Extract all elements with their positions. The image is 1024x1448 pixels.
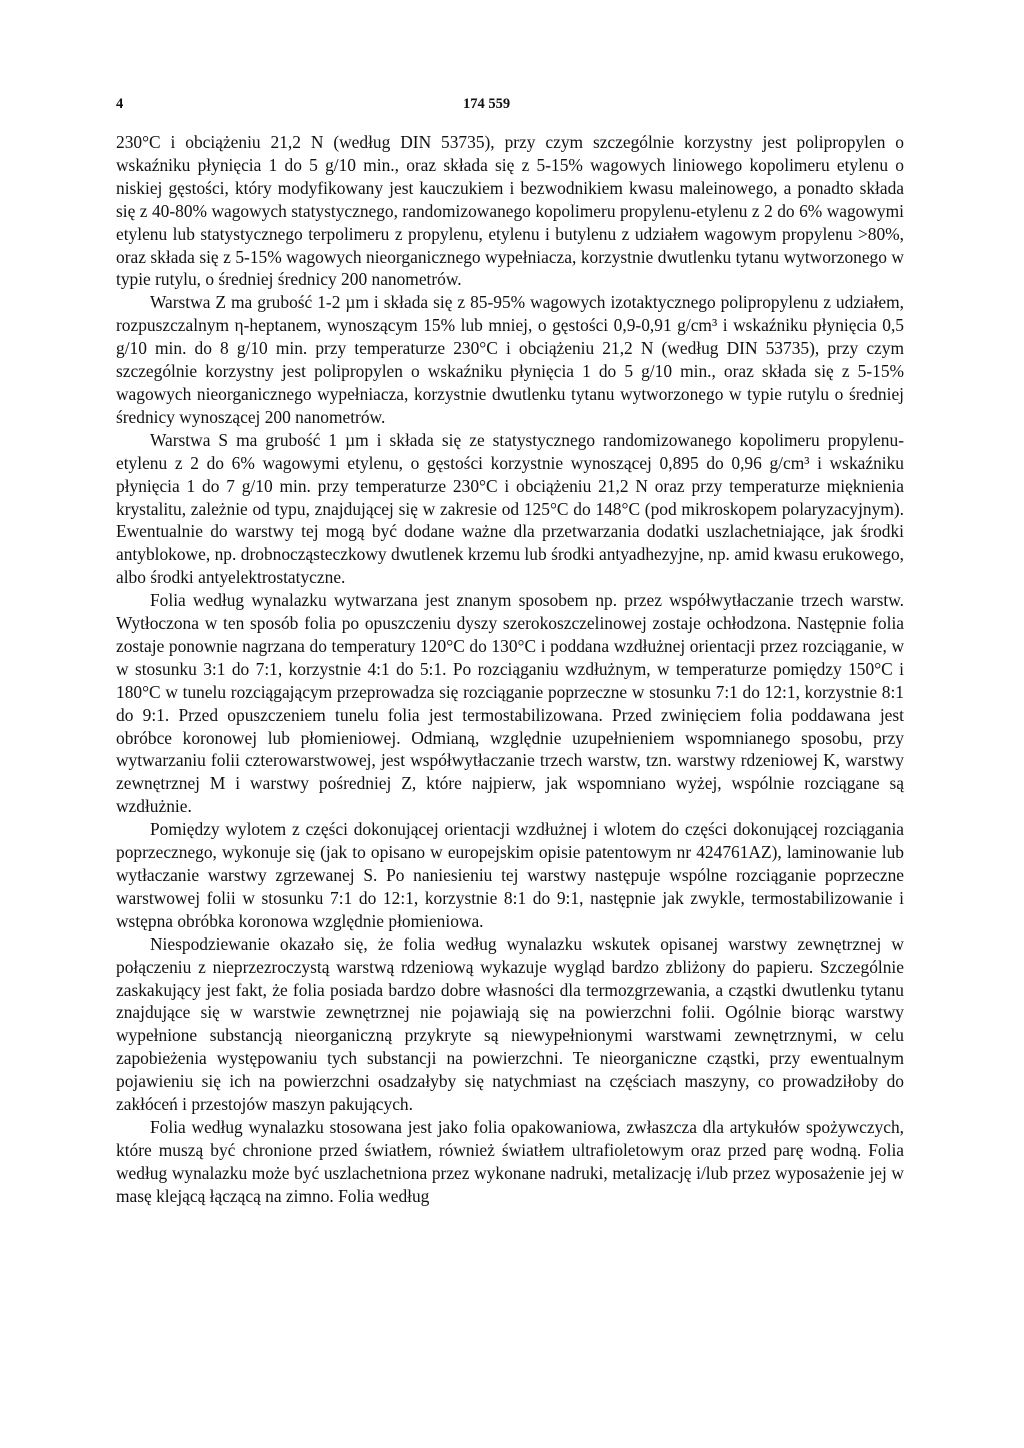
paragraph-results: Niespodziewanie okazało się, że folia według wynalazku wskutek opisanej warstwy zewnętrznej w połączeniu z nieprzezroczystą warstwą rdzeniową wykazuje wygląd bardzo zbliżony do papieru. Szczególnie zaskakujący jest fakt, że folia posiada bardzo dobre własności dla termozgrzewania, a cząstki dwutlenku tytanu znajdujące się w warstwie zewnętrznej nie pojawiają się na powierzchni folii. Ogólnie biorąc warstwy wypełnione substancją nieorganiczną przykryte są niewypełnionymi warstwami zewnętrznymi, w celu zapobieżenia występowaniu tych substancji na powierzchni. Te nieorganiczne cząstki, przy ewentualnym pojawieniu się ich na powierzchni osadzałyby się natychmiast na częściach maszyny, co prowadziłoby do zakłóceń i przestojów maszyn pakujących. <box>116 933 904 1115</box>
paragraph-layer-z: Warstwa Z ma grubość 1-2 µm i składa się z 85-95% wagowych izotaktycznego polipropylenu z udziałem, rozpuszczalnym η-heptanem, wynoszącym 15% lub mniej, o gęstości 0,9-0,91 g/cm³ i wskaźniku płynięcia 0,5 g/10 min. do 8 g/10 min. przy temperaturze 230°C i obciążeniu 21,2 N (według DIN 53735), przy czym szczególnie korzystny jest polipropylen o wskaźniku płynięcia 1 do 5 g/10 min., oraz składa się z 5-15% wagowych nieorganicznego wypełniacza, korzystnie dwutlenku tytanu wytworzonego w typie rutylu o średniej średnicy wynoszącej 200 nanometrów. <box>116 292 904 427</box>
paragraph-continuation: 230°C i obciążeniu 21,2 N (według DIN 53735), przy czym szczególnie korzystny jest polipropylen o wskaźniku płynięcia 1 do 5 g/10 min., oraz składa się z 5-15% wagowych liniowego kopolimeru etylenu o niskiej gęstości, który modyfikowany jest kauczukiem i bezwodnikiem kwasu maleinowego, a ponadto składa się z 40-80% wagowych statystycznego, randomizowanego kopolimeru propylenu-etylenu z 2 do 6% wagowymi etylenu lub statystycznego terpolimeru z propylenu, etylenu i butylenu z udziałem wagowym propylenu >80%, oraz składa się z 5-15% wagowych nieorganicznego wypełniacza, korzystnie dwutlenku tytanu wytworzonego w typie rutylu, o średniej średnicy 200 nanometrów. <box>116 132 904 290</box>
paragraph-production-method: Folia według wynalazku wytwarzana jest znanym sposobem np. przez współwytłaczanie trzech warstw. Wytłoczona w ten sposób folia po opuszczeniu dyszy szerokoszczelinowej zostaje ochłodzona. Następnie folia zostaje ponownie nagrzana do temperatury 120°C do 130°C i poddana wzdłużnej orientacji przez rozciąganie, w w stosunku 3:1 do 7:1, korzystnie 4:1 do 5:1. Po rozciąganiu wzdłużnym, w temperaturze pomiędzy 150°C i 180°C w tunelu rozciągającym przeprowadza się rozciąganie poprzeczne w stosunku 7:1 do 12:1, korzystnie 8:1 do 9:1. Przed opuszczeniem tunelu folia jest termostabilizowana. Przed zwinięciem folia poddawana jest obróbce koronowej lub płomieniowej. Odmianą, względnie uzupełnieniem wspomnianego sposobu, przy wytwarzaniu folii czterowarstwowej, jest współwytłaczanie trzech warstw, tzn. warstwy rdzeniowej K, warstwy zewnętrznej M i warstwy pośredniej Z, które najpierw, jak wspomniano wyżej, wspólnie rozciągane są wzdłużnie. <box>116 590 904 817</box>
paragraph-layer-s: Warstwa S ma grubość 1 µm i składa się ze statystycznego randomizowanego kopolimeru propylenu-etylenu z 2 do 6% wagowymi etylenu, o gęstości korzystnie wynoszącej 0,895 do 0,96 g/cm³ i wskaźniku płynięcia 1 do 7 g/10 min. przy temperaturze 230°C i obciążeniu 21,2 N oraz przy temperaturze mięknienia krystalitu, zależnie od typu, znajdującej się w zakresie od 125°C do 148°C (pod mikroskopem polaryzacyjnym). Ewentualnie do warstwy tej mogą być dodane ważne dla przetwarzania dodatki uszlachetniające, jak środki antyblokowe, np. drobnocząsteczkowy dwutlenek krzemu lub środki antyadhezyjne, np. amid kwasu erukowego, albo środki antyelektrostatyczne. <box>116 429 904 588</box>
body-text <box>116 131 904 1208</box>
paragraph-lamination: Pomiędzy wylotem z części dokonującej orientacji wzdłużnej i wlotem do części dokonującej rozciągania poprzecznego, wykonuje się (jak to opisano w europejskim opisie patentowym nr 424761AZ), laminowanie lub wytłaczanie warstwy zgrzewanej S. Po naniesieniu tej warstwy następuje wspólne rozciąganie poprzeczne warstwowej folii w stosunku 7:1 do 12:1, korzystnie 8:1 do 9:1, następnie jak zwykle, termostabilizowanie i wstępna obróbka koronowa względnie płomieniowa. <box>116 819 904 931</box>
page-header <box>116 96 904 120</box>
page-number: 4 <box>116 96 124 112</box>
patent-number: 174 559 <box>463 96 511 112</box>
paragraph-applications: Folia według wynalazku stosowana jest jako folia opakowaniowa, zwłaszcza dla artykułów spożywczych, które muszą być chronione przed światłem, również światłem ultrafioletowym oraz przed parę wodną. Folia według wynalazku może być uszlachetniona przez wykonane nadruki, metalizację i/lub przez wyposażenie jej w masę klejącą łączącą na zimno. Folia według <box>116 1116 904 1206</box>
